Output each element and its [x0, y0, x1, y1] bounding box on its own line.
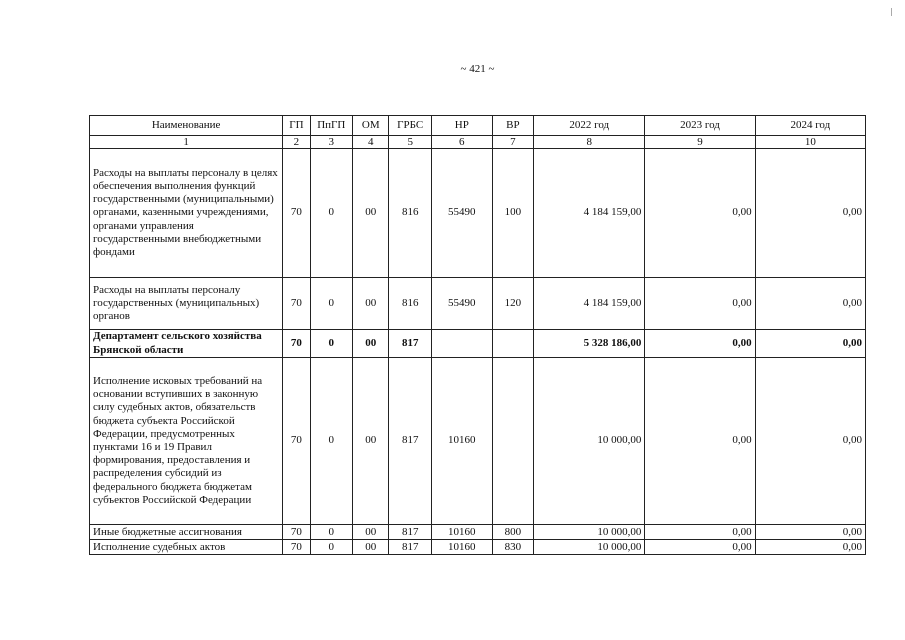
cell-grbs: 816	[389, 149, 431, 278]
budget-table	[89, 115, 866, 555]
cell-2024: 0,00	[755, 540, 865, 555]
row-name: Расходы на выплаты персоналу государственных (муниципальных) органов	[90, 278, 283, 330]
cell-2024: 0,00	[755, 358, 865, 525]
cell-2024: 0,00	[755, 149, 865, 278]
cell-vr: 830	[492, 540, 533, 555]
cell-om: 00	[353, 278, 389, 330]
cell-nr: 55490	[431, 278, 492, 330]
cell-2022: 5 328 186,00	[534, 330, 645, 358]
cell-nr: 10160	[431, 525, 492, 540]
cell-om: 00	[353, 540, 389, 555]
scan-mark	[891, 8, 892, 16]
table-row	[90, 149, 866, 278]
cell-nr: 55490	[431, 149, 492, 278]
cell-2024: 0,00	[755, 278, 865, 330]
table-row	[90, 540, 866, 555]
cell-2022: 10 000,00	[534, 525, 645, 540]
cell-ppgp: 0	[310, 330, 352, 358]
header-2023: 2023 год	[645, 116, 755, 136]
header-2024: 2024 год	[755, 116, 865, 136]
cell-ppgp: 0	[310, 278, 352, 330]
cell-om: 00	[353, 330, 389, 358]
cell-ppgp: 0	[310, 540, 352, 555]
cell-om: 00	[353, 149, 389, 278]
header-grbs: ГРБС	[389, 116, 431, 136]
cell-grbs: 816	[389, 278, 431, 330]
table-row-department	[90, 330, 866, 358]
header-2022: 2022 год	[534, 116, 645, 136]
cell-ppgp: 0	[310, 149, 352, 278]
header-gp: ГП	[283, 116, 310, 136]
header-nr: НР	[431, 116, 492, 136]
column-number: 4	[353, 136, 389, 149]
cell-grbs: 817	[389, 330, 431, 358]
cell-ppgp: 0	[310, 525, 352, 540]
header-vr: ВР	[492, 116, 533, 136]
cell-2024: 0,00	[755, 330, 865, 358]
cell-2024: 0,00	[755, 525, 865, 540]
cell-nr: 10160	[431, 358, 492, 525]
column-number: 8	[534, 136, 645, 149]
table-row	[90, 525, 866, 540]
header-om: ОМ	[353, 116, 389, 136]
cell-2023: 0,00	[645, 278, 755, 330]
cell-om: 00	[353, 358, 389, 525]
header-row	[90, 116, 866, 136]
cell-ppgp: 0	[310, 358, 352, 525]
row-name: Иные бюджетные ассигнования	[90, 525, 283, 540]
header-name: Наименование	[90, 116, 283, 136]
cell-gp: 70	[283, 358, 310, 525]
column-number: 6	[431, 136, 492, 149]
cell-gp: 70	[283, 525, 310, 540]
cell-vr: 800	[492, 525, 533, 540]
column-number-row	[90, 136, 866, 149]
cell-nr	[431, 330, 492, 358]
cell-grbs: 817	[389, 540, 431, 555]
cell-2023: 0,00	[645, 330, 755, 358]
header-ppgp: ПпГП	[310, 116, 352, 136]
column-number: 5	[389, 136, 431, 149]
cell-gp: 70	[283, 330, 310, 358]
row-name: Исполнение исковых требований на основании вступивших в законную силу судебных актов, обязательств бюджета субъекта Российской Федерации, предусмотренных пунктами 16 и 19 Правил формирования, предоставления и распределения субсидий из федерального бюджета бюджетам субъектов Российской Федерации	[90, 358, 283, 525]
column-number: 2	[283, 136, 310, 149]
row-name: Расходы на выплаты персоналу в целях обеспечения выполнения функций государственными (муниципальными) органами, казенными учреждениями, органами управления государственными внебюджетными фондами	[90, 149, 283, 278]
cell-grbs: 817	[389, 525, 431, 540]
cell-2022: 4 184 159,00	[534, 278, 645, 330]
table-row	[90, 358, 866, 525]
cell-vr	[492, 358, 533, 525]
column-number: 10	[755, 136, 865, 149]
cell-vr: 100	[492, 149, 533, 278]
cell-2022: 10 000,00	[534, 358, 645, 525]
cell-2022: 10 000,00	[534, 540, 645, 555]
cell-gp: 70	[283, 149, 310, 278]
cell-2023: 0,00	[645, 358, 755, 525]
cell-2022: 4 184 159,00	[534, 149, 645, 278]
column-number: 9	[645, 136, 755, 149]
row-name: Департамент сельского хозяйства Брянской области	[90, 330, 283, 358]
cell-om: 00	[353, 525, 389, 540]
cell-gp: 70	[283, 540, 310, 555]
column-number: 7	[492, 136, 533, 149]
cell-vr	[492, 330, 533, 358]
page-number: ~ 421 ~	[460, 63, 495, 75]
cell-grbs: 817	[389, 358, 431, 525]
cell-2023: 0,00	[645, 525, 755, 540]
table-row	[90, 278, 866, 330]
cell-2023: 0,00	[645, 540, 755, 555]
cell-vr: 120	[492, 278, 533, 330]
cell-nr: 10160	[431, 540, 492, 555]
column-number: 3	[310, 136, 352, 149]
cell-gp: 70	[283, 278, 310, 330]
cell-2023: 0,00	[645, 149, 755, 278]
column-number: 1	[90, 136, 283, 149]
row-name: Исполнение судебных актов	[90, 540, 283, 555]
